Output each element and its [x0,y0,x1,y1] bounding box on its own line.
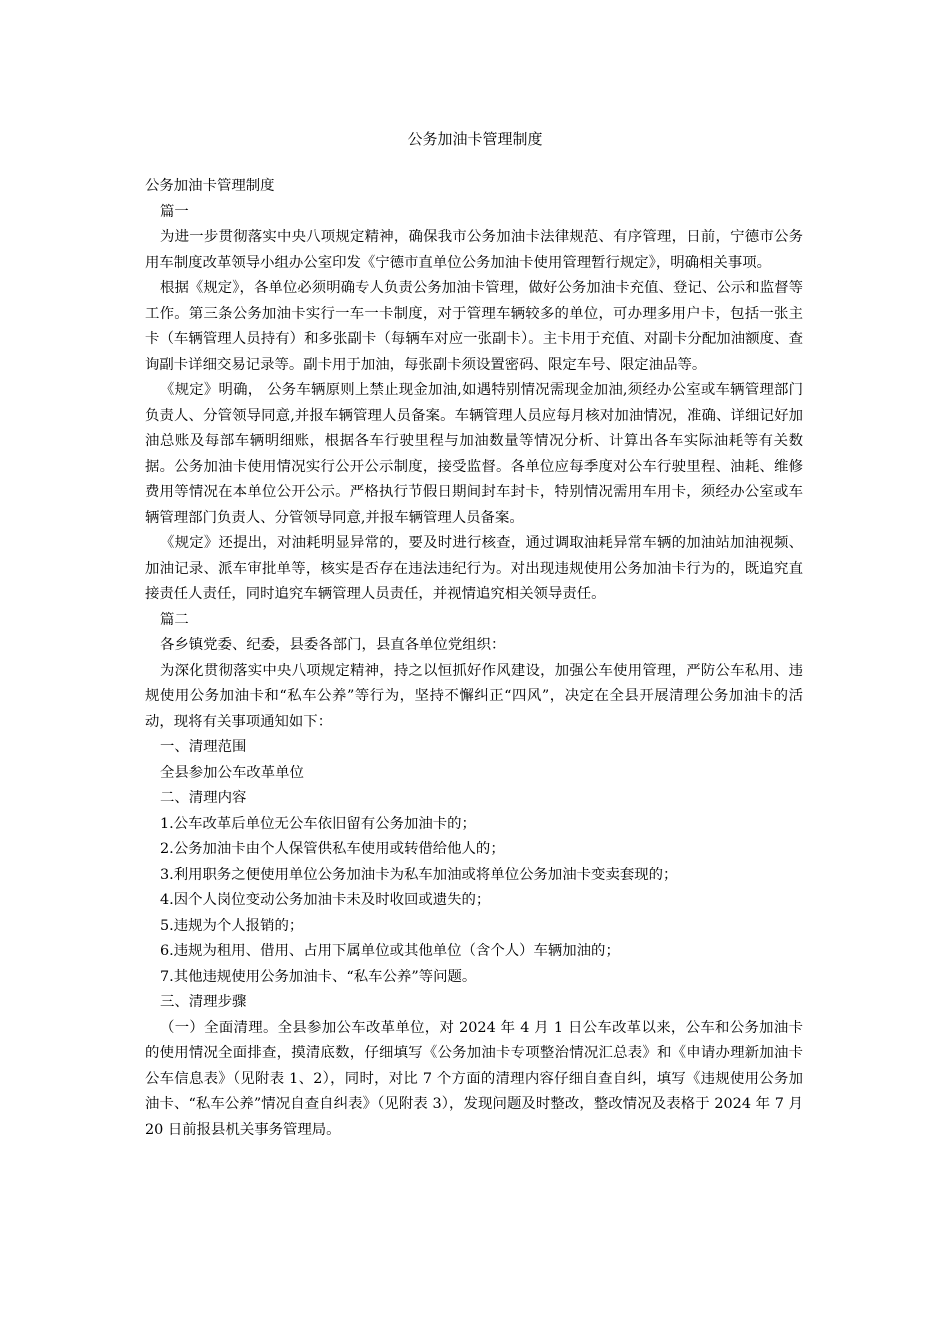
list-item: 2.公务加油卡由个人保管供私车使用或转借给他人的； [160,841,505,857]
body-heading: 公务加油卡管理制度 [145,178,275,194]
paragraph-full-clearance: （一）全面清理。全县参加公车改革单位，对 2024 年 4 月 1 日公车改革以来，公车和公务加油卡的使用情况全面排查，摸清底数，仔细填写《公务加油卡专项整治情况汇总表》和《申请办理新加油卡公车信息表》（见附表 1、2），同时，对比 7 个方面的清理内容仔细自查自纠，填写《违规使用公务加油卡、“私车公养”情况自查自纠表》（见附表 3），发现问题及时整改，整改情况及表格于 2024 年 7 月 20 日前报县机关事务管理局。 [145,1019,803,1138]
paragraph-cash-refuel-rules: 《规定》明确， 公务车辆原则上禁止现金加油,如遇特别情况需现金加油,须经办公室或车辆管理部门负责人、分管领导同意,并报车辆管理人员备案。车辆管理人员应每月核对加油情况，准确、详细记好加油总账及每部车辆明细账，根据各车行驶里程与加油数量等情况分析、计算出各车实际油耗等有关数据。公务加油卡使用情况实行公开公示制度，接受监督。各单位应每季度对公车行驶里程、油耗、维修费用等情况在本单位公开公示。严格执行节假日期间封车封卡，特别情况需用车用卡，须经办公室或车辆管理部门负责人、分管领导同意,并报车辆管理人员备案。 [145,382,803,526]
paragraph-addressees: 各乡镇党委、纪委，县委各部门，县直各单位党组织： [160,637,506,653]
list-item: 3.利用职务之便使用单位公务加油卡为私车加油或将单位公务加油卡变卖套现的； [160,866,678,883]
paragraph-anomaly-check: 《规定》还提出，对油耗明显异常的，要及时进行核查，通过调取油耗异常车辆的加油站加油视频、加油记录、派车审批单等，核实是否存在违法违纪行为。对出现违规使用公务加油卡行为的，既追究直接责任人责任，同时追究车辆管理人员责任，并视情追究相关领导责任。 [145,535,803,602]
list-item: 1.公车改革后单位无公车依旧留有公务加油卡的； [160,815,476,832]
section-label-part-two: 篇二 [160,611,189,628]
section-label-part-one: 篇一 [160,203,189,220]
list-item: 6.违规为租用、借用、占用下属单位或其他单位（含个人）车辆加油的； [160,943,620,959]
heading-scope: 一、清理范围 [160,739,247,755]
paragraph-intro: 为进一步贯彻落实中央八项规定精神，确保我市公务加油卡法律规范、有序管理，日前，宁德市公务用车制度改革领导小组办公室印发《宁德市直单位公务加油卡使用管理暂行规定》，明确相关事项。 [145,229,803,271]
heading-content: 二、清理内容 [160,790,247,806]
list-item: 4.因个人岗位变动公务加油卡未及时收回或遗失的； [160,892,491,908]
list-item: 5.违规为个人报销的； [160,917,304,934]
paragraph-scope: 全县参加公车改革单位 [160,764,304,781]
heading-steps: 三、清理步骤 [160,994,247,1010]
paragraph-notice-purpose: 为深化贯彻落实中央八项规定精神，持之以恒抓好作风建设，加强公车使用管理，严防公车私用、违规使用公务加油卡和“私车公养”等行为，坚持不懈纠正“四风”，决定在全县开展清理公务加油卡的活动，现将有关事项通知如下： [145,662,803,730]
page-title: 公务加油卡管理制度 [407,130,543,148]
document-body [145,174,803,1143]
paragraph-card-management: 根据《规定》，各单位必须明确专人负责公务加油卡管理，做好公务加油卡充值、登记、公示和监督等工作。第三条公务加油卡实行一车一卡制度，对于管理车辆较多的单位，可办理多用户卡，包括一张主卡（车辆管理人员持有）和多张副卡（每辆车对应一张副卡）。主卡用于充值、对副卡分配加油额度、查询副卡详细交易记录等。副卡用于加油，每张副卡须设置密码、限定车号、限定油品等。 [145,280,803,373]
list-item: 7.其他违规使用公务加油卡、“私车公养”等问题。 [160,968,477,985]
